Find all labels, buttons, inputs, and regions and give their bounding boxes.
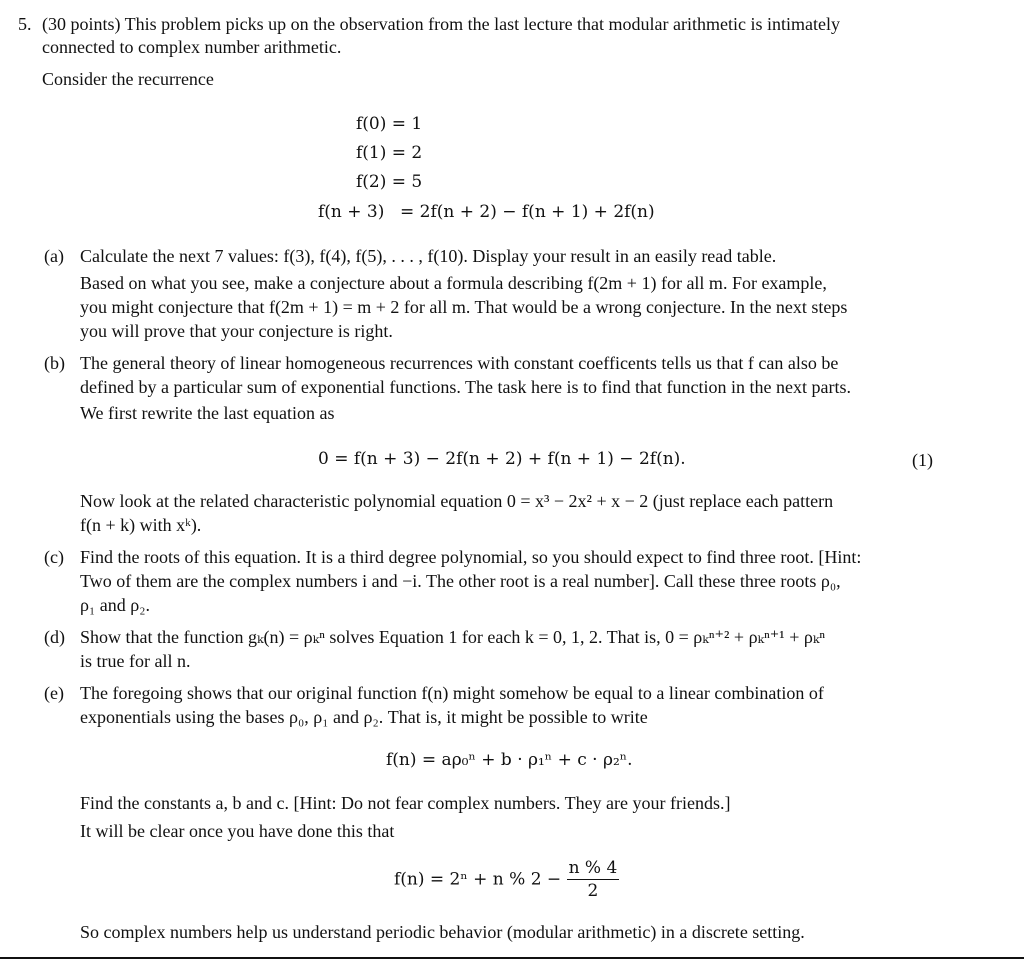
recurrence-eq2: f(2) = 5 <box>356 172 423 192</box>
problem-intro-line1: (30 points) This problem picks up on the observation from the last lecture that modular arithmetic is intimately <box>42 14 840 34</box>
final-formula-lhs: f(n) = 2ⁿ + n % 2 − <box>394 869 562 890</box>
recurrence-eq3-rhs: = 2f(n + 2) − f(n + 1) + 2f(n) <box>400 202 655 222</box>
problem-number: 5. <box>18 14 32 34</box>
page-bottom-rule <box>0 957 1024 959</box>
part-e-line4: It will be clear once you have done this that <box>80 821 395 841</box>
part-a-label: (a) <box>44 246 64 266</box>
final-formula <box>394 858 619 901</box>
problem-intro-line2: connected to complex number arithmetic. <box>42 37 342 57</box>
part-d-label: (d) <box>44 627 65 647</box>
part-b-label: (b) <box>44 353 65 373</box>
part-b-line5: f(n + k) with xᵏ). <box>80 515 202 535</box>
recurrence-eq1: f(1) = 2 <box>356 143 423 163</box>
part-e-line1: The foregoing shows that our original function f(n) might somehow be equal to a linear combination of <box>80 683 824 703</box>
part-e-label: (e) <box>44 683 64 703</box>
part-a-line2: Based on what you see, make a conjecture about a formula describing f(2m + 1) for all m. For example, <box>80 273 827 293</box>
final-formula-denominator: 2 <box>587 881 599 901</box>
part-e-line3: Find the constants a, b and c. [Hint: Do not fear complex numbers. They are your friends.] <box>80 793 731 813</box>
part-c-line1: Find the roots of this equation. It is a third degree polynomial, so you should expect to find three root. [Hint: <box>80 547 862 567</box>
part-d-line2: is true for all n. <box>80 651 191 671</box>
consider-text: Consider the recurrence <box>42 69 214 89</box>
part-b-line2: defined by a particular sum of exponential functions. The task here is to find that function in the next parts. <box>80 377 851 397</box>
part-c-line3: ρ₁ and ρ₂. <box>80 595 151 615</box>
part-b-line1: The general theory of linear homogeneous recurrences with constant coefficents tells us that f can also be <box>80 353 839 373</box>
equation-1: 0 = f(n + 3) − 2f(n + 2) + f(n + 1) − 2f(n). <box>318 449 686 469</box>
equation-1-number: (1) <box>912 450 933 470</box>
part-e-line2: exponentials using the bases ρ₀, ρ₁ and ρ₂. That is, it might be possible to write <box>80 707 648 727</box>
part-c-label: (c) <box>44 547 64 567</box>
part-a-line4: you will prove that your conjecture is right. <box>80 321 393 341</box>
final-formula-fraction <box>567 858 620 901</box>
recurrence-eq0: f(0) = 1 <box>356 114 423 134</box>
part-b-line4: Now look at the related characteristic polynomial equation 0 = x³ − 2x² + x − 2 (just replace each pattern <box>80 491 834 511</box>
linear-combination-equation: f(n) = aρ₀ⁿ + b · ρ₁ⁿ + c · ρ₂ⁿ. <box>386 750 633 770</box>
part-c-line2: Two of them are the complex numbers i and −i. The other root is a real number]. Call these three roots ρ₀, <box>80 571 841 591</box>
part-d-line1: Show that the function gₖ(n) = ρₖⁿ solves Equation 1 for each k = 0, 1, 2. That is, 0 = ρₖⁿ⁺² + ρₖⁿ⁺¹ + ρₖⁿ <box>80 627 826 647</box>
part-a-line3: you might conjecture that f(2m + 1) = m + 2 for all m. That would be a wrong conjecture. In the next steps <box>80 297 848 317</box>
closing-text: So complex numbers help us understand periodic behavior (modular arithmetic) in a discrete setting. <box>80 922 805 942</box>
part-b-line3: We first rewrite the last equation as <box>80 403 335 423</box>
part-a-line1: Calculate the next 7 values: f(3), f(4), f(5), . . . , f(10). Display your result in an easily read table. <box>80 246 777 266</box>
recurrence-eq3-lhs: f(n + 3) <box>318 202 385 222</box>
final-formula-numerator: n % 4 <box>568 858 618 878</box>
